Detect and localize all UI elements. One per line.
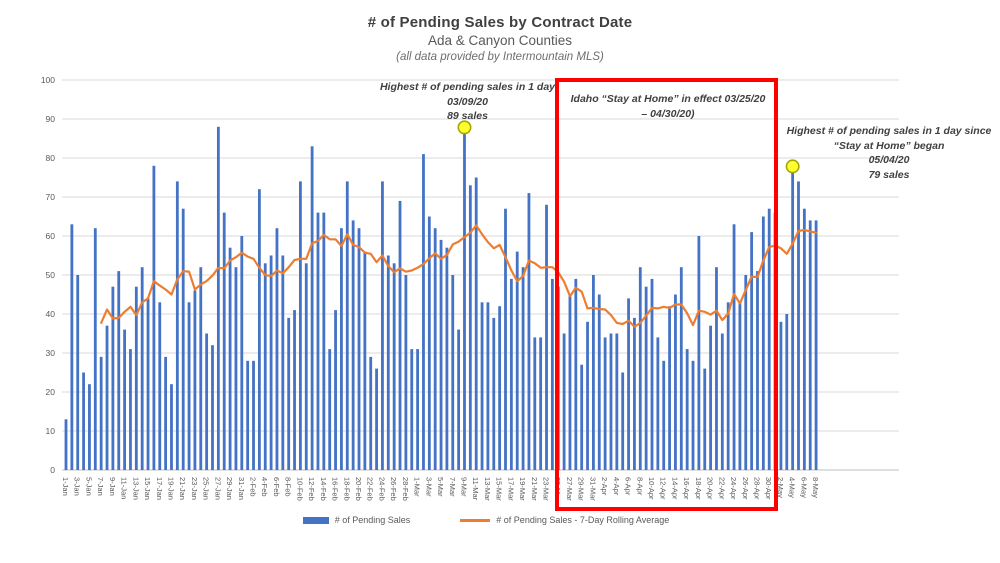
bar-6-Apr (627, 298, 630, 470)
x-axis-label: 15-Jan (143, 477, 153, 500)
bar-10-Feb (299, 181, 302, 470)
bar-12-Apr (662, 361, 665, 470)
x-axis-label: 7-Jan (96, 477, 106, 496)
bar-17-Apr (692, 361, 695, 470)
bar-27-Feb (399, 201, 402, 470)
x-axis-label: 24-Apr (729, 477, 739, 500)
x-axis-label: 18-Feb (342, 477, 352, 501)
legend-bar-swatch (303, 517, 329, 524)
bar-14-Mar (492, 318, 495, 470)
legend (0, 515, 972, 525)
y-axis-label: 10 (45, 426, 55, 436)
y-axis-label: 30 (45, 348, 55, 358)
chart-subtitle: Ada & Canyon Counties (427, 33, 573, 48)
bar-11-Jan (123, 330, 126, 470)
bar-26-Jan (211, 345, 214, 470)
x-axis-label: 9-Jan (107, 477, 117, 496)
x-axis-label: 2-Feb (248, 477, 258, 497)
x-axis-label: 27-Jan (213, 477, 223, 500)
bar-11-Apr (656, 337, 659, 470)
x-axis-label: 28-Apr (752, 477, 762, 500)
bar-13-Feb (317, 213, 320, 470)
y-axis-label: 100 (40, 75, 55, 85)
bar-18-Jan (164, 357, 167, 470)
bar-17-Mar (510, 279, 513, 470)
bar-25-Jan (205, 334, 208, 471)
bar-1-Apr (598, 295, 601, 471)
data-provider-note: (all data provided by Intermountain MLS) (396, 51, 604, 63)
bar-5-Jan (88, 384, 91, 470)
legend-label: # of Pending Sales - 7-Day Rolling Average (496, 515, 670, 525)
bar-7-Feb (281, 256, 284, 471)
y-axis-label: 80 (45, 153, 55, 163)
bar-1-Jan (65, 419, 68, 470)
x-axis-label: 7-Mar (447, 477, 457, 497)
y-axis-label: 50 (45, 270, 55, 280)
bar-9-Mar (463, 123, 466, 470)
bar-9-Feb (293, 310, 296, 470)
x-axis-label: 26-Feb (389, 477, 399, 501)
bar-13-Mar (487, 302, 490, 470)
y-axis-label: 0 (50, 465, 55, 475)
bar-29-Jan (229, 248, 232, 470)
bar-30-Jan (235, 267, 238, 470)
bar-20-Apr (709, 326, 712, 470)
bar-12-Mar (481, 302, 484, 470)
bar-15-Mar (498, 306, 501, 470)
bar-5-Apr (621, 373, 624, 471)
bar-20-Jan (176, 181, 179, 470)
x-axis-label: 8-Feb (283, 477, 293, 497)
bar-15-Feb (328, 349, 331, 470)
bar-2-Jan (70, 224, 73, 470)
x-axis-label: 26-Apr (740, 477, 750, 500)
x-axis-label: 16-Feb (330, 477, 340, 501)
bar-14-Apr (674, 295, 677, 471)
bar-26-Mar (563, 334, 566, 471)
bar-9-Jan (111, 287, 114, 470)
bar-27-Jan (217, 127, 220, 470)
x-axis-label: 28-Feb (400, 477, 410, 501)
bar-29-Feb (410, 349, 413, 470)
bar-7-Jan (100, 357, 103, 470)
x-axis-label: 13-Jan (131, 477, 141, 500)
bar-28-Apr (756, 271, 759, 470)
x-axis-label: 10-Feb (295, 477, 305, 501)
bar-16-Feb (334, 310, 337, 470)
x-axis-label: 1-Jan (61, 477, 70, 496)
bar-8-Mar (457, 330, 460, 470)
bar-24-Apr (733, 224, 736, 470)
bar-4-Mar (434, 228, 437, 470)
bar-15-Jan (147, 298, 150, 470)
bar-8-Jan (106, 326, 109, 470)
bar-4-Jan (82, 373, 85, 471)
bar-10-Jan (117, 271, 120, 470)
legend-item-pending-sales (303, 515, 411, 525)
x-axis-label: 22-Feb (365, 477, 375, 501)
x-axis-label: 11-Jan (119, 477, 129, 500)
bar-23-Jan (194, 291, 197, 470)
bar-21-Feb (363, 252, 366, 470)
bar-29-Mar (580, 365, 583, 470)
x-axis-label: 27-Mar (564, 477, 574, 501)
bar-5-Feb (270, 256, 273, 471)
bar-31-Mar (592, 275, 595, 470)
x-axis-label: 4-Apr (611, 477, 621, 496)
bar-23-Feb (375, 369, 378, 470)
x-axis-label: 20-Feb (354, 477, 363, 501)
bar-22-Feb (369, 357, 372, 470)
bar-1-May (774, 213, 777, 470)
x-axis-label: 15-Mar (494, 477, 504, 501)
x-axis-label: 6-Apr (623, 477, 633, 496)
bar-25-Apr (739, 302, 742, 470)
x-axis-label: 29-Mar (576, 477, 586, 501)
y-axis-label: 40 (45, 309, 55, 319)
x-axis-label: 4-May (787, 477, 797, 498)
x-axis-label: 17-Jan (154, 477, 164, 500)
x-axis-label: 1-Mar (412, 477, 422, 497)
x-axis-label: 17-Mar (506, 477, 516, 501)
bar-18-Feb (346, 181, 349, 470)
bar-14-Jan (141, 267, 144, 470)
bar-5-May (797, 181, 800, 470)
x-axis-label: 23-Mar (541, 477, 551, 501)
bar-5-Mar (440, 240, 443, 470)
x-axis-label: 8-May (811, 477, 821, 498)
bar-4-Apr (615, 334, 618, 471)
x-axis-label: 21-Jan (178, 477, 188, 500)
x-axis-label: 25-Mar (553, 477, 563, 501)
x-axis-label: 31-Jan (236, 477, 246, 500)
bar-25-Feb (387, 256, 390, 471)
bar-3-Feb (258, 189, 261, 470)
bar-2-Mar (422, 154, 425, 470)
bar-19-Jan (170, 384, 173, 470)
bar-26-Feb (393, 263, 396, 470)
bar-6-Feb (276, 228, 279, 470)
bar-2-May (780, 322, 783, 470)
legend-item-rolling-average (460, 515, 669, 525)
bar-25-Mar (557, 287, 560, 470)
bar-6-May (803, 209, 806, 470)
bar-17-Jan (158, 302, 161, 470)
x-axis-label: 14-Feb (318, 477, 328, 501)
bar-16-Apr (686, 349, 689, 470)
bar-3-Jan (76, 275, 79, 470)
x-axis-label: 8-Apr (635, 477, 645, 496)
bar-16-Mar (504, 209, 507, 470)
y-axis-label: 90 (45, 114, 55, 124)
bar-24-Jan (199, 267, 202, 470)
x-axis-label: 20-Apr (705, 477, 715, 500)
x-axis-label: 19-Mar (518, 477, 528, 501)
annotation-line: Highest # of pending sales in 1 day since (786, 125, 992, 137)
bar-15-Apr (680, 267, 683, 470)
bar-22-Apr (721, 334, 724, 471)
bar-7-Mar (451, 275, 454, 470)
legend-label: # of Pending Sales (334, 515, 411, 525)
bar-19-Mar (522, 267, 525, 470)
bar-16-Jan (153, 166, 156, 470)
bar-23-Mar (545, 205, 548, 470)
annotation-may-peak (781, 124, 997, 182)
bar-28-Mar (574, 279, 577, 470)
bar-20-Mar (528, 193, 531, 470)
x-axis-label: 12-Feb (307, 477, 317, 501)
bar-1-Mar (416, 349, 419, 470)
rolling-average-line (101, 225, 816, 326)
annotation-line: Highest # of pending sales in 1 day (379, 81, 556, 93)
bar-12-Jan (129, 349, 132, 470)
bar-11-Feb (305, 263, 308, 470)
bar-18-Mar (516, 252, 519, 470)
bar-2-Feb (252, 361, 255, 470)
x-axis-label: 10-Apr (647, 477, 656, 500)
x-axis-label: 22-Apr (717, 477, 727, 500)
bar-1-Feb (246, 361, 249, 470)
x-axis-label: 6-Feb (271, 477, 281, 497)
x-axis-label: 11-Mar (471, 477, 481, 501)
bar-27-Mar (569, 295, 572, 471)
x-axis-label: 2-May (775, 477, 785, 498)
x-axis-label: 19-Jan (166, 477, 176, 500)
x-axis-label: 18-Apr (693, 477, 703, 500)
x-axis-label: 23-Jan (189, 477, 199, 500)
bar-28-Jan (223, 213, 226, 470)
y-axis-label: 20 (45, 387, 55, 397)
bar-24-Feb (381, 181, 384, 470)
annotation-march-peak (350, 80, 585, 124)
x-axis-label: 9-Mar (459, 477, 469, 497)
bar-30-Mar (586, 322, 589, 470)
x-axis-label: 25-Jan (201, 477, 211, 500)
bar-21-Mar (533, 337, 536, 470)
bar-19-Apr (703, 369, 706, 470)
bar-13-Apr (668, 306, 671, 470)
bar-22-Jan (188, 302, 191, 470)
bar-2-Apr (604, 337, 607, 470)
chart-title: # of Pending Sales by Contract Date (367, 14, 633, 31)
x-axis-label: 24-Feb (377, 477, 387, 501)
x-axis-label: 3-Mar (424, 477, 434, 497)
x-axis-label: 2-Apr (600, 477, 610, 496)
bar-14-Feb (322, 213, 325, 470)
bar-26-Apr (744, 275, 747, 470)
bar-6-Mar (446, 248, 449, 470)
annotation-stay-at-home (566, 92, 770, 121)
x-axis-label: 5-Jan (84, 477, 94, 496)
bar-3-Apr (610, 334, 613, 471)
annotation-line: 89 sales (447, 110, 488, 122)
bar-12-Feb (311, 146, 314, 470)
x-axis-label: 30-Apr (764, 477, 774, 500)
legend-line-swatch (460, 519, 490, 522)
bar-4-May (791, 162, 794, 470)
x-axis-label: 12-Apr (658, 477, 668, 500)
bar-8-Apr (639, 267, 642, 470)
bar-31-Jan (240, 236, 243, 470)
x-axis-label: 29-Jan (225, 477, 235, 500)
x-axis-label: 4-Feb (260, 477, 270, 497)
y-axis-label: 60 (45, 231, 55, 241)
bar-27-Apr (750, 232, 753, 470)
bar-4-Feb (264, 263, 267, 470)
bar-20-Feb (358, 228, 361, 470)
bar-24-Mar (551, 279, 554, 470)
annotation-line: “Stay at Home” began (833, 139, 945, 152)
bar-17-Feb (340, 228, 343, 470)
bar-22-Mar (539, 337, 542, 470)
x-axis-label: 6-May (799, 477, 809, 498)
x-axis-label: 3-Jan (72, 477, 82, 496)
bar-23-Apr (727, 302, 730, 470)
bar-21-Jan (182, 209, 185, 470)
bar-18-Apr (697, 236, 700, 470)
bar-11-Mar (475, 178, 478, 471)
bar-7-May (809, 220, 812, 470)
bar-21-Apr (715, 267, 718, 470)
x-axis-label: 31-Mar (588, 477, 598, 501)
x-axis-label: 21-Mar (529, 477, 539, 501)
bar-3-May (785, 314, 788, 470)
bar-6-Jan (94, 228, 97, 470)
bar-3-Mar (428, 217, 431, 471)
x-axis-label: 13-Mar (482, 477, 492, 501)
bar-28-Feb (404, 275, 407, 470)
annotation-line: Idaho “Stay at Home” in effect 03/25/20 (570, 93, 766, 105)
x-axis-label: 14-Apr (670, 477, 680, 500)
bar-29-Apr (762, 217, 765, 471)
bar-19-Feb (352, 220, 355, 470)
x-axis-label: 16-Apr (682, 477, 692, 500)
x-axis-label: 5-Mar (436, 477, 446, 497)
annotation-line: 05/04/20 (868, 154, 910, 166)
bar-7-Apr (633, 318, 636, 470)
annotation-line: 79 sales (868, 168, 910, 181)
bar-8-Feb (287, 318, 290, 470)
bar-8-May (815, 220, 818, 470)
annotation-line: – 04/30/20) (641, 107, 695, 120)
annotation-line: 03/09/20 (447, 95, 488, 108)
bar-10-Mar (469, 185, 472, 470)
y-axis-label: 70 (45, 192, 55, 202)
